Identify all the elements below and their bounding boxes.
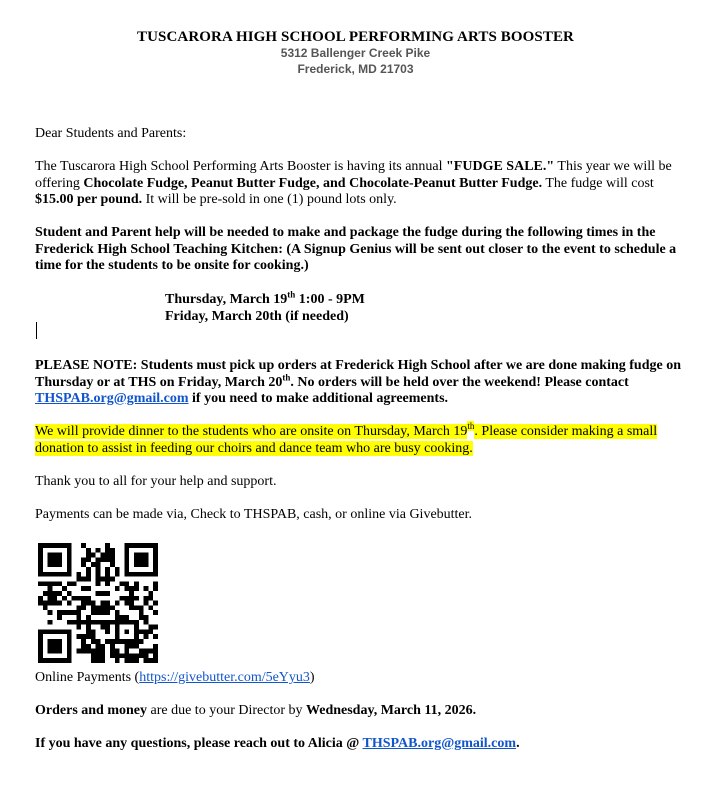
please-note-paragraph [35,358,685,408]
org-street-address: 5312 Ballenger Creek Pike [280,46,431,60]
intro-event-name: "FUDGE SALE." [446,159,555,174]
greeting: Dear Students and Parents: [35,126,187,141]
intro-text-1: The Tuscarora High School Performing Arts Booster is having its annual [35,159,447,174]
dinner-suffix: th [467,421,475,432]
org-city-address: Frederick, MD 21703 [297,62,414,76]
schedule-thursday-date: Thursday, March 19 [165,292,288,307]
deadline-text: are due to your Director by [147,703,306,718]
text-cursor [36,322,37,339]
deadline-date: Wednesday, March 11, 2026. [306,703,477,718]
note-email-link[interactable]: THSPAB.org@gmail.com [35,391,189,406]
intro-text-3: The fudge will cost [542,175,654,191]
dinner-text-2: . Please consider making a small donation to assist in feeding our choirs and dance team who are busy cooking. [35,424,658,456]
intro-flavors: Chocolate Fudge, Peanut Butter Fudge, and Chocolate-Peanut Butter Fudge. [83,175,543,191]
dinner-paragraph [35,421,685,457]
deadline-orders: Orders and money [35,703,147,718]
payments-line: Payments can be made via, Check to THSPAB, cash, or online via Givebutter. [35,507,473,522]
dinner-text-1: We will provide dinner to the students who are onsite on Thursday, March 19 [35,424,468,439]
schedule-thursday-time: 1:00 - 9PM [295,292,365,307]
online-payments-line [35,670,685,687]
qr-code-icon [38,543,158,663]
note-suffix: th [282,371,291,382]
intro-text-2: This year we will be offering [35,159,672,191]
contact-period: . [516,736,520,751]
schedule-friday: Friday, March 20th (if needed) [165,309,349,324]
thanks-line: Thank you to all for your help and support. [35,474,277,489]
deadline-line [35,703,685,720]
online-payments-label: Online Payments ( [35,670,140,685]
givebutter-link[interactable]: https://givebutter.com/5eYyu3 [139,670,310,685]
note-text-2: . No orders will be held over the weekend! Please contact [290,374,629,390]
intro-text-4: It will be pre-sold in one (1) pound lots only. [142,192,397,207]
intro-paragraph [35,159,685,209]
intro-price: $15.00 per pound. [35,192,143,207]
online-payments-close: ) [309,670,315,685]
contact-text: If you have any questions, please reach out to Alicia @ [35,736,363,751]
contact-email-link[interactable]: THSPAB.org@gmail.com [362,736,517,751]
contact-line [35,736,685,753]
schedule-thursday-suffix: th [287,289,296,300]
schedule-thursday [165,291,365,308]
org-title: TUSCARORA HIGH SCHOOL PERFORMING ARTS BOOSTER [137,29,574,45]
note-text-1: PLEASE NOTE: Students must pick up orders at Frederick High School after we are done making fudge on Thursday or at THS on Friday, March 20 [35,358,681,390]
help-notice: Student and Parent help will be needed to make and package the fudge during the following times in the Frederick High School Teaching Kitchen: (A Signup Genius will be sent out closer to the event to schedule a time for the students to be onsite for cooking.) [35,225,677,273]
note-text-3: if you need to make additional agreements. [188,391,449,406]
